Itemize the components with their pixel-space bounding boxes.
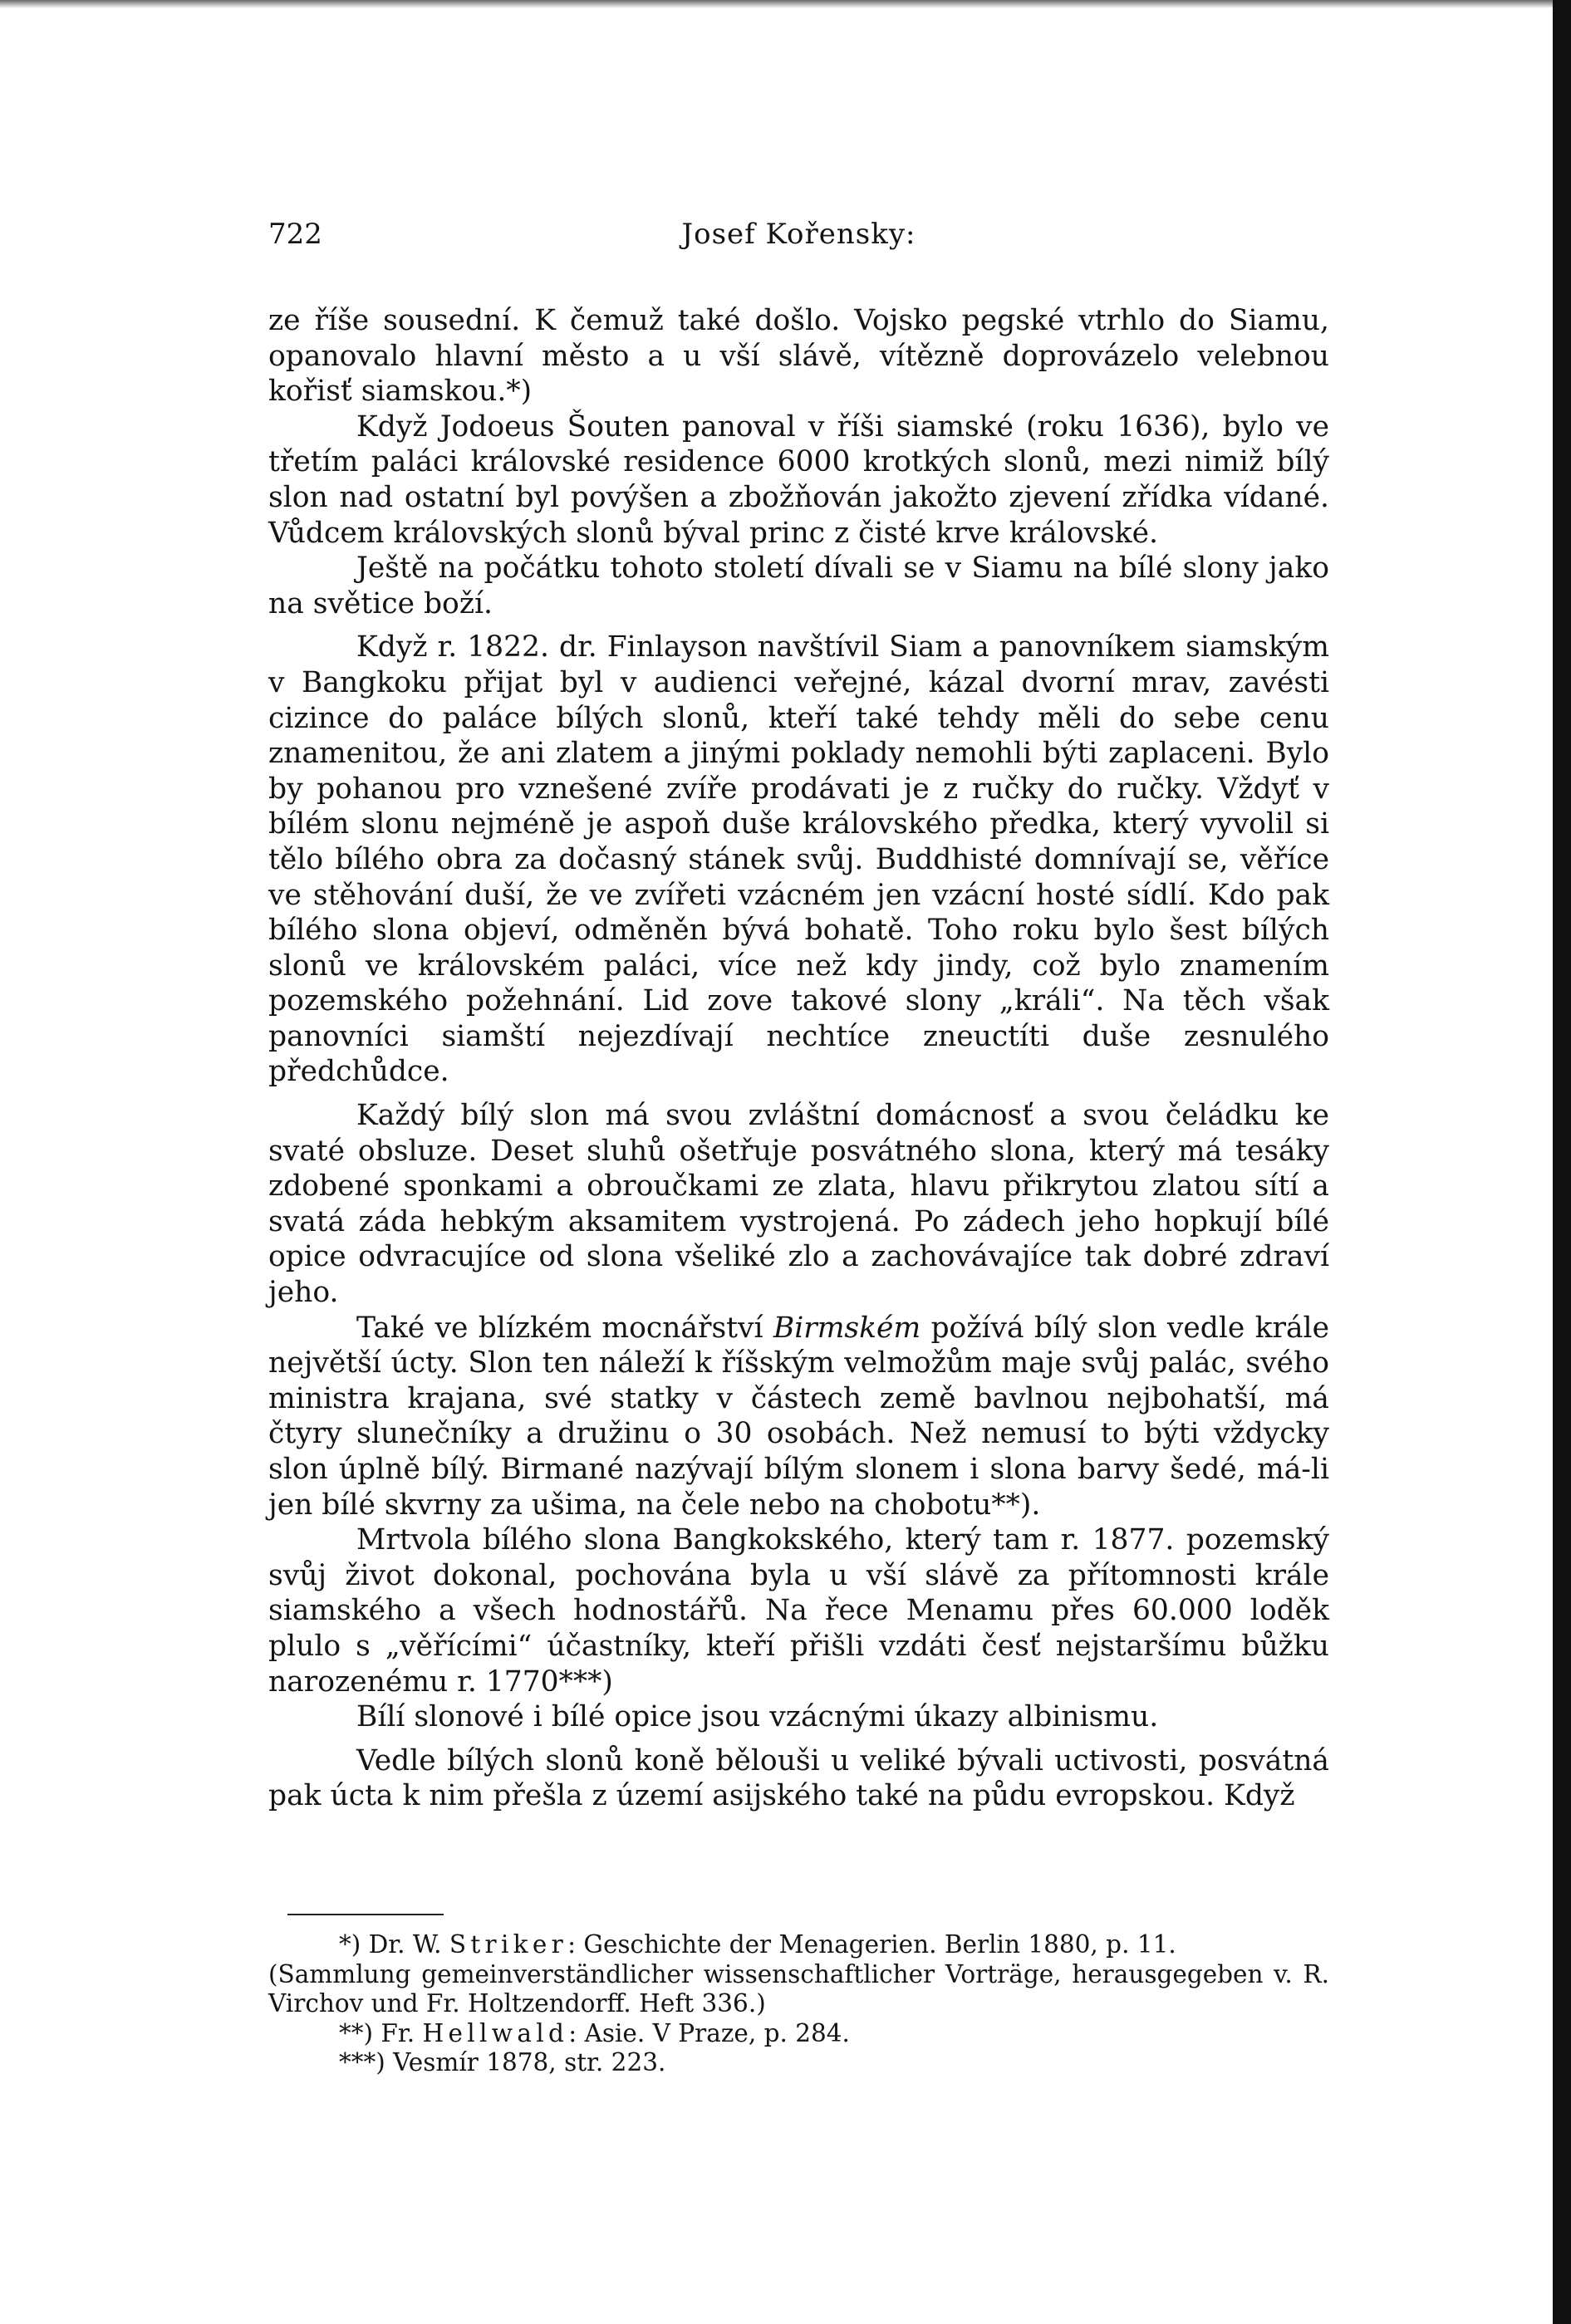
- footnote-text: Dr. W.: [368, 1930, 449, 1959]
- paragraph: Když r. 1822. dr. Finlayson navštívil Siam a panovníkem siamským v Bangkoku přijat byl v audienci veřejné, kázal dvorní mrav, zavésti cizince do paláce bílých slonů, kteří také tehdy měli do sebe cenu znamenitou, že ani zlatem a jinými poklady nemohli býti zaplaceni. Bylo by pohanou pro vznešené zvíře prodávati je z ručky do ručky. Vždyť v bílém slonu nejméně je aspoň duše královského předka, který vyvolil si tělo bílého obra za dočasný stánek svůj. Buddhisté domnívají se, věříce ve stěhování duší, že ve zvířeti vzácném jen vzácní hosté sídlí. Kdo pak bílého slona objeví, odměněn bývá bohatě. Toho roku bylo šest bílých slonů ve královském paláci, více než kdy jindy, což bylo znamením pozemského požehnání. Lid zove takové slony „králi“. Na těch však panovníci siamští nejezdívají nechtíce zneuctíti duše zesnulého předchůdce.: [268, 630, 1329, 1089]
- footnotes: [268, 1930, 1329, 2078]
- footnote-author: Striker: [449, 1930, 568, 1959]
- running-title: Josef Kořensky:: [681, 218, 916, 251]
- page-number: 722: [268, 218, 322, 251]
- paragraph: Ještě na počátku tohoto století dívali se v Siamu na bílé slony jako na světice boží.: [268, 552, 1329, 620]
- footnote-rule: [287, 1914, 444, 1915]
- paragraph: Mrtvola bílého slona Bangkokského, který tam r. 1877. pozemský svůj život dokonal, pochována byla u vší slávě za přítomnosti krále siamského a všech hodnostářů. Na řece Menamu přes 60.000 loděk plulo s „věřícími“ účastníky, kteří přišli vzdáti česť nejstaršímu bůžku narozenému r. 1770***): [268, 1523, 1329, 1699]
- scan-top-shadow: [0, 0, 1571, 8]
- footnote-text: : Geschichte der Menagerien. Berlin 1880, p. 11.: [567, 1930, 1176, 1959]
- paragraph-text: požívá bílý slon vedle krále největší úcty. Slon ten náleží k říšským velmožům maje svůj palác, svého ministra krajana, své statky v částech země bavlnou nejbohatší, má čtyry slunečníky a družinu o 30 osobách. Než nemusí to býti vždycky slon úplně bílý. Birmané nazývají bílým slonem i slona barvy šedé, má-li jen bílé skvrny za ušima, na čele nebo na chobotu**).: [268, 1311, 1329, 1522]
- footnote-marker: *): [339, 1930, 361, 1959]
- footnote-author: Hellwald: [422, 2018, 569, 2047]
- footnote-text: Fr.: [380, 2018, 423, 2047]
- footnote: [268, 2019, 1329, 2049]
- footnote: [268, 1930, 1329, 1960]
- body-text: [268, 303, 1329, 1814]
- paragraph: Vedle bílých slonů koně bělouši u veliké bývali uctivosti, posvátná pak úcta k nim přešla z území asijského také na půdu evropskou. Když: [268, 1743, 1329, 1813]
- running-head: [268, 218, 1329, 262]
- italic-term: Birmském: [773, 1311, 921, 1345]
- footnote-marker: ***): [339, 2048, 385, 2076]
- paragraph: ze říše sousední. K čemuž také došlo. Vojsko pegské vtrhlo do Siamu, opanovalo hlavní město a u vší slávě, vítězně doprovázelo velebnou kořisť siamskou.*): [268, 304, 1329, 409]
- paragraph: Každý bílý slon má svou zvláštní domácnosť a svou čeládku ke svaté obsluze. Deset sluhů ošetřuje posvátného slona, který má tesáky zdobené sponkami a obroučkami ze zlata, hlavu přikrytou zlatou sítí a svatá záda hebkým aksamitem vystrojená. Po zádech jeho hopkují bílé opice odvracujíce od slona všeliké zlo a zachovávajíce tak dobré zdraví jeho.: [268, 1099, 1329, 1310]
- footnote-continuation: (Sammlung gemeinverständlicher wissenschaftlicher Vorträge, herausgegeben v. R. Virchov und Fr. Holtzendorff. Heft 336.): [268, 1959, 1329, 2018]
- paragraph-text: Také ve blízkém mocnářství: [356, 1311, 773, 1345]
- scan-edge: [1553, 0, 1571, 2324]
- paragraph: Bílí slonové i bílé opice jsou vzácnými úkazy albinismu.: [356, 1700, 1159, 1734]
- paragraph: [268, 1311, 1329, 1523]
- footnote-marker: **): [339, 2018, 374, 2047]
- footnote-text: Vesmír 1878, str. 223.: [393, 2048, 666, 2076]
- footnote: [268, 2048, 1329, 2078]
- paragraph: Když Jodoeus Šouten panoval v říši siamské (roku 1636), bylo ve třetím paláci královské residence 6000 krotkých slonů, mezi nimiž bílý slon nad ostatní byl povýšen a zbožňován jakožto zjevení zřídka vídané. Vůdcem královských slonů býval princ z čisté krve královské.: [268, 409, 1329, 550]
- footnote-text: : Asie. V Praze, p. 284.: [568, 2018, 850, 2047]
